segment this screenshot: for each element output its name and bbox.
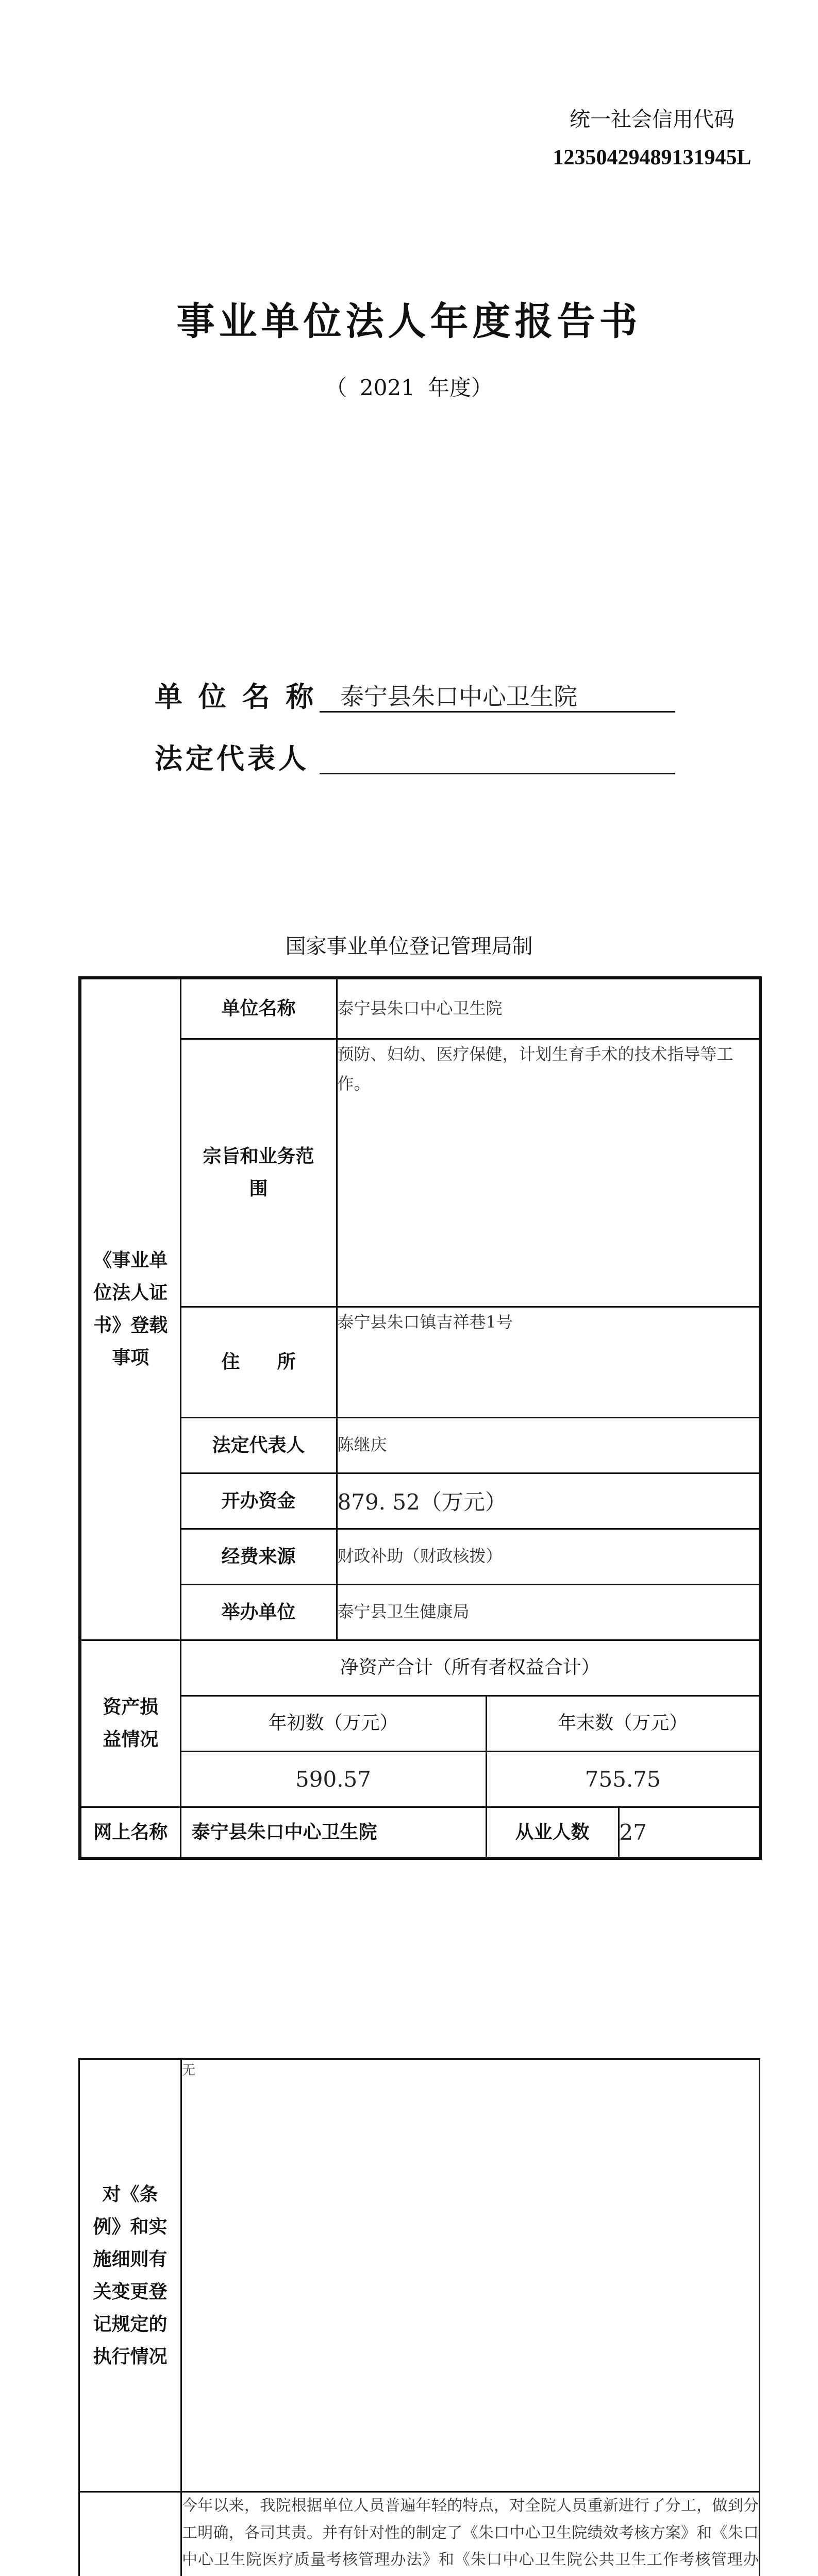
end-year-label: 年末数（万元）: [486, 1696, 760, 1751]
online-name-label: 网上名称: [80, 1807, 180, 1858]
cover-unit-name-line: [320, 671, 675, 713]
activities-label: [79, 2492, 181, 2576]
year-value: 2021: [360, 375, 415, 400]
certificate-table: [78, 976, 762, 1860]
source-label: 经费来源: [180, 1529, 337, 1584]
begin-year-value: 590.57: [180, 1751, 486, 1807]
legal-rep-value: 陈继庆: [337, 1417, 760, 1473]
scope-value: 预防、妇幼、医疗保健，计划生育手术的技术指导等工作。: [337, 1039, 760, 1307]
fund-value: 879. 52（万元）: [337, 1473, 760, 1529]
staff-count-label: 从业人数: [486, 1807, 619, 1858]
cert-section-label: 《事业单位法人证书》登载事项: [80, 978, 180, 1640]
address-value: 泰宁县朱口镇吉祥巷1号: [337, 1307, 760, 1417]
changes-value: 无: [181, 2059, 760, 2492]
sponsor-label: 举办单位: [180, 1584, 337, 1640]
report-year: [0, 371, 818, 402]
fund-label: 开办资金: [180, 1473, 337, 1529]
assets-section-label: 资产损益情况: [80, 1640, 180, 1807]
online-name-value: 泰宁县朱口中心卫生院: [180, 1807, 486, 1858]
report-title: 事业单位法人年度报告书: [176, 299, 642, 344]
sponsor-value: 泰宁县卫生健康局: [337, 1584, 760, 1640]
year-open: （: [325, 375, 347, 400]
made-by: 国家事业单位登记管理局制: [285, 935, 533, 958]
activities-table: [78, 2058, 760, 2576]
credit-code: 12350429489131945L: [553, 146, 752, 170]
address-label: 住 所: [180, 1307, 337, 1417]
source-value: 财政补助（财政核拨）: [337, 1529, 760, 1584]
scope-label: 宗旨和业务范围: [180, 1039, 337, 1307]
changes-label: 对《条例》和实施细则有关变更登记规定的执行情况: [79, 2059, 181, 2492]
net-assets-label: 净资产合计（所有者权益合计）: [180, 1640, 760, 1696]
year-unit: 年度）: [427, 375, 493, 400]
staff-count-value: 27: [619, 1807, 760, 1858]
begin-year-label: 年初数（万元）: [180, 1696, 486, 1751]
credit-code-label: 统一社会信用代码: [570, 108, 734, 131]
cover-unit-name: 泰宁县朱口中心卫生院: [340, 683, 577, 710]
cover-unit-name-label: 单 位 名 称: [155, 681, 317, 713]
cover-legal-rep-label: 法定代表人: [155, 742, 309, 775]
legal-rep-label: 法定代表人: [180, 1417, 337, 1473]
end-year-value: 755.75: [486, 1751, 760, 1807]
activities-value: 今年以来，我院根据单位人员普遍年轻的特点，对全院人员重新进行了分工，做到分工明确，各司其责。并有针对性的制定了《朱口中心卫生院绩效考核方案》和《朱口中心卫生院医疗质量考核管理办法》和《朱口中心卫生院公共卫生工作考核管理办: [181, 2492, 760, 2576]
cover-legal-rep-line: [320, 733, 675, 774]
unit-name-label: 单位名称: [180, 978, 337, 1039]
unit-name-value: 泰宁县朱口中心卫生院: [337, 978, 760, 1039]
